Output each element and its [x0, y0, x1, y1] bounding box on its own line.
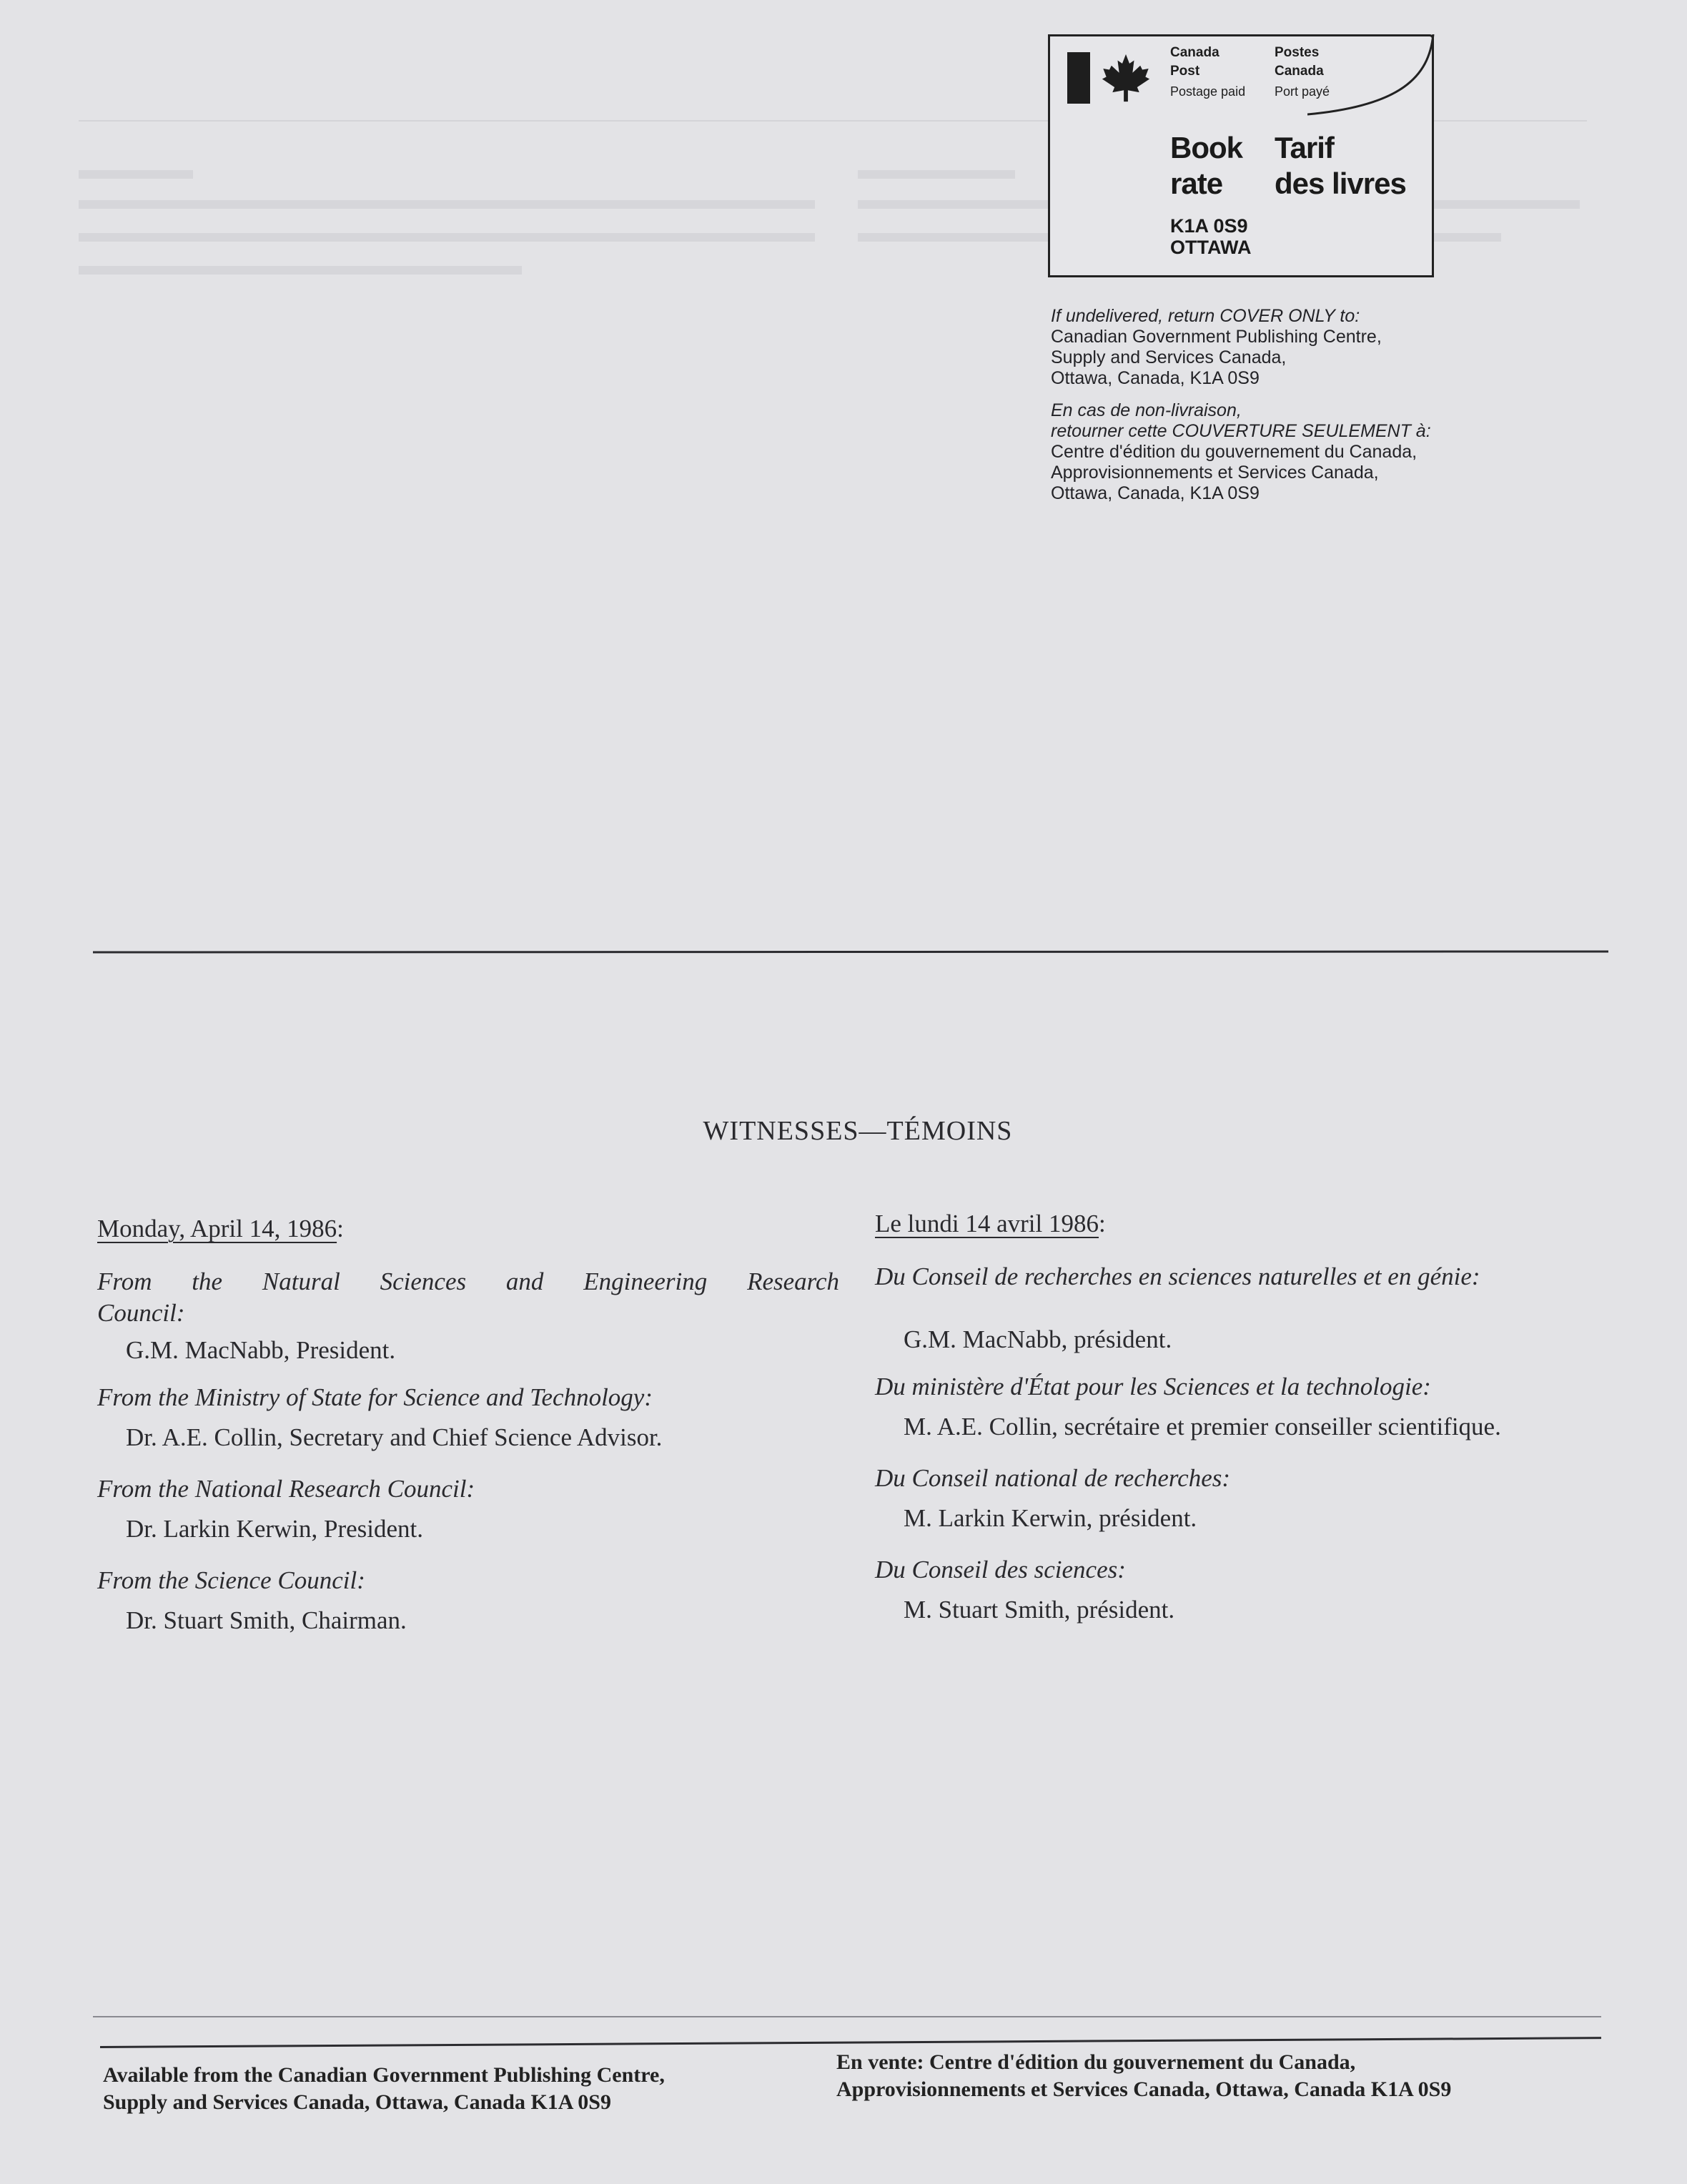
return-en-line-2: Canadian Government Publishing Centre,: [1051, 327, 1382, 347]
french-entry-3: Du Conseil national de recherches: M. Larkin Kerwin, président.: [875, 1463, 1633, 1534]
english-column: Monday, April 14, 1986: From the Natural Sciences and Engineering Research Council: G.M. MacNabb, President. From the Ministry of State for Science and Technology: Dr. A.E. Collin, Secretary and Chief Science Advisor. From the National Research Council: Dr. Larkin Kerwin, President. From the Science Council: Dr. Stuart Smith, Chairman.: [97, 1213, 839, 1636]
english-org-2: From the Ministry of State for Science and Technology: [97, 1383, 645, 1411]
french-org-4: Du Conseil des sciences: [875, 1556, 1118, 1583]
footer-english: [103, 2062, 861, 2116]
french-entry-2: Du ministère d'État pour les Sciences et la technologie: M. A.E. Collin, secrétaire et premier conseiller scientifique.: [875, 1371, 1633, 1443]
indicia-post-en: Post: [1170, 64, 1200, 79]
return-en-line-1: If undelivered, return COVER ONLY to:: [1051, 306, 1360, 326]
english-entry-4: From the Science Council: Dr. Stuart Smith, Chairman.: [97, 1565, 839, 1636]
return-fr-line-3: Centre d'édition du gouvernement du Canada,: [1051, 442, 1418, 462]
english-org-1-line-2: Council: [97, 1299, 177, 1327]
french-org-1: Du Conseil de recherches en sciences naturelles et en génie: [875, 1263, 1472, 1290]
return-fr-line-1: En cas de non-livraison,: [1051, 400, 1242, 420]
english-person-4: Dr. Stuart Smith, Chairman.: [126, 1606, 407, 1634]
indicia-tarif: Tarif: [1275, 131, 1334, 164]
english-person-2: Dr. A.E. Collin, Secretary and Chief Science Advisor.: [126, 1423, 663, 1451]
french-person-3: M. Larkin Kerwin, président.: [904, 1504, 1197, 1532]
indicia-corner-curve: [1307, 34, 1436, 119]
indicia-canada-fr: Canada: [1275, 64, 1324, 79]
postage-indicia: [1048, 34, 1434, 277]
english-person-1: G.M. MacNabb, President.: [126, 1336, 396, 1364]
return-fr-line-2: retourner cette COUVERTURE SEULEMENT à:: [1051, 421, 1431, 441]
return-address-english: [1051, 306, 1594, 389]
indicia-city: OTTAWA: [1170, 237, 1252, 258]
french-person-1: G.M. MacNabb, président.: [904, 1325, 1172, 1353]
english-entry-3: From the National Research Council: Dr. Larkin Kerwin, President.: [97, 1473, 839, 1545]
english-org-1-line-1: From the Natural Sciences and Engineering Research: [97, 1268, 839, 1295]
english-entry-1: From the Natural Sciences and Engineering Research Council: G.M. MacNabb, President.: [97, 1266, 839, 1366]
return-address-french: [1051, 400, 1594, 504]
english-org-4: From the Science Council: [97, 1566, 357, 1594]
french-person-2: M. A.E. Collin, secrétaire et premier conseiller scientifique.: [904, 1413, 1501, 1441]
indicia-postage-paid: Postage paid: [1170, 84, 1246, 99]
indicia-book: Book: [1170, 131, 1242, 164]
french-entry-4: Du Conseil des sciences: M. Stuart Smith, président.: [875, 1554, 1633, 1626]
return-fr-line-5: Ottawa, Canada, K1A 0S9: [1051, 483, 1260, 503]
return-en-line-4: Ottawa, Canada, K1A 0S9: [1051, 368, 1260, 388]
english-entry-2: From the Ministry of State for Science and Technology: Dr. A.E. Collin, Secretary and Chief Science Advisor.: [97, 1382, 839, 1453]
footer-en-line-1: Available from the Canadian Government Publishing Centre,: [103, 2063, 665, 2087]
maple-leaf-icon: [1100, 52, 1152, 104]
witnesses-heading: WITNESSES—TÉMOINS: [703, 1116, 1013, 1146]
indicia-postal-code: K1A 0S9: [1170, 215, 1248, 237]
indicia-rate: rate: [1170, 167, 1223, 200]
footer-french: [836, 2049, 1637, 2103]
return-fr-line-4: Approvisionnements et Services Canada,: [1051, 463, 1379, 483]
french-column: Le lundi 14 avril 1986: Du Conseil de recherches en sciences naturelles et en génie: G.M. MacNabb, président. Du ministère d'État pour les Sciences et la technologie: M. A.E. Collin, secrétaire et premier conseiller scientifique. Du Conseil national de recherches: M. Larkin Kerwin, président. Du Conseil des sciences: M. Stuart Smith, président.: [875, 1208, 1633, 1626]
flag-bar-icon: [1067, 52, 1090, 104]
indicia-canada-en: Canada: [1170, 45, 1220, 60]
french-org-3: Du Conseil national de recherches: [875, 1464, 1222, 1492]
indicia-port-paye: Port payé: [1275, 84, 1330, 99]
indicia-postes-fr: Postes: [1275, 45, 1320, 60]
footer-en-line-2: Supply and Services Canada, Ottawa, Canada K1A 0S9: [103, 2090, 611, 2114]
footer-rule: [100, 2037, 1601, 2048]
indicia-des-livres: des livres: [1275, 167, 1406, 200]
top-divider: [93, 950, 1608, 953]
english-org-3: From the National Research Council: [97, 1475, 467, 1503]
french-org-2: Du ministère d'État pour les Sciences et la technologie: [875, 1373, 1423, 1400]
footer-fr-line-2: Approvisionnements et Services Canada, Ottawa, Canada K1A 0S9: [836, 2077, 1452, 2101]
return-en-line-3: Supply and Services Canada,: [1051, 347, 1287, 367]
footer-rule-upper: [93, 2016, 1601, 2017]
french-entry-1: Du Conseil de recherches en sciences naturelles et en génie: G.M. MacNabb, président.: [875, 1261, 1633, 1355]
english-date: Monday, April 14, 1986: [97, 1215, 337, 1242]
french-date: Le lundi 14 avril 1986: [875, 1210, 1099, 1237]
bleed-through-text: [79, 159, 822, 302]
english-person-3: Dr. Larkin Kerwin, President.: [126, 1515, 424, 1543]
french-person-4: M. Stuart Smith, président.: [904, 1596, 1175, 1624]
footer-fr-line-1: En vente: Centre d'édition du gouvernement du Canada,: [836, 2050, 1356, 2074]
